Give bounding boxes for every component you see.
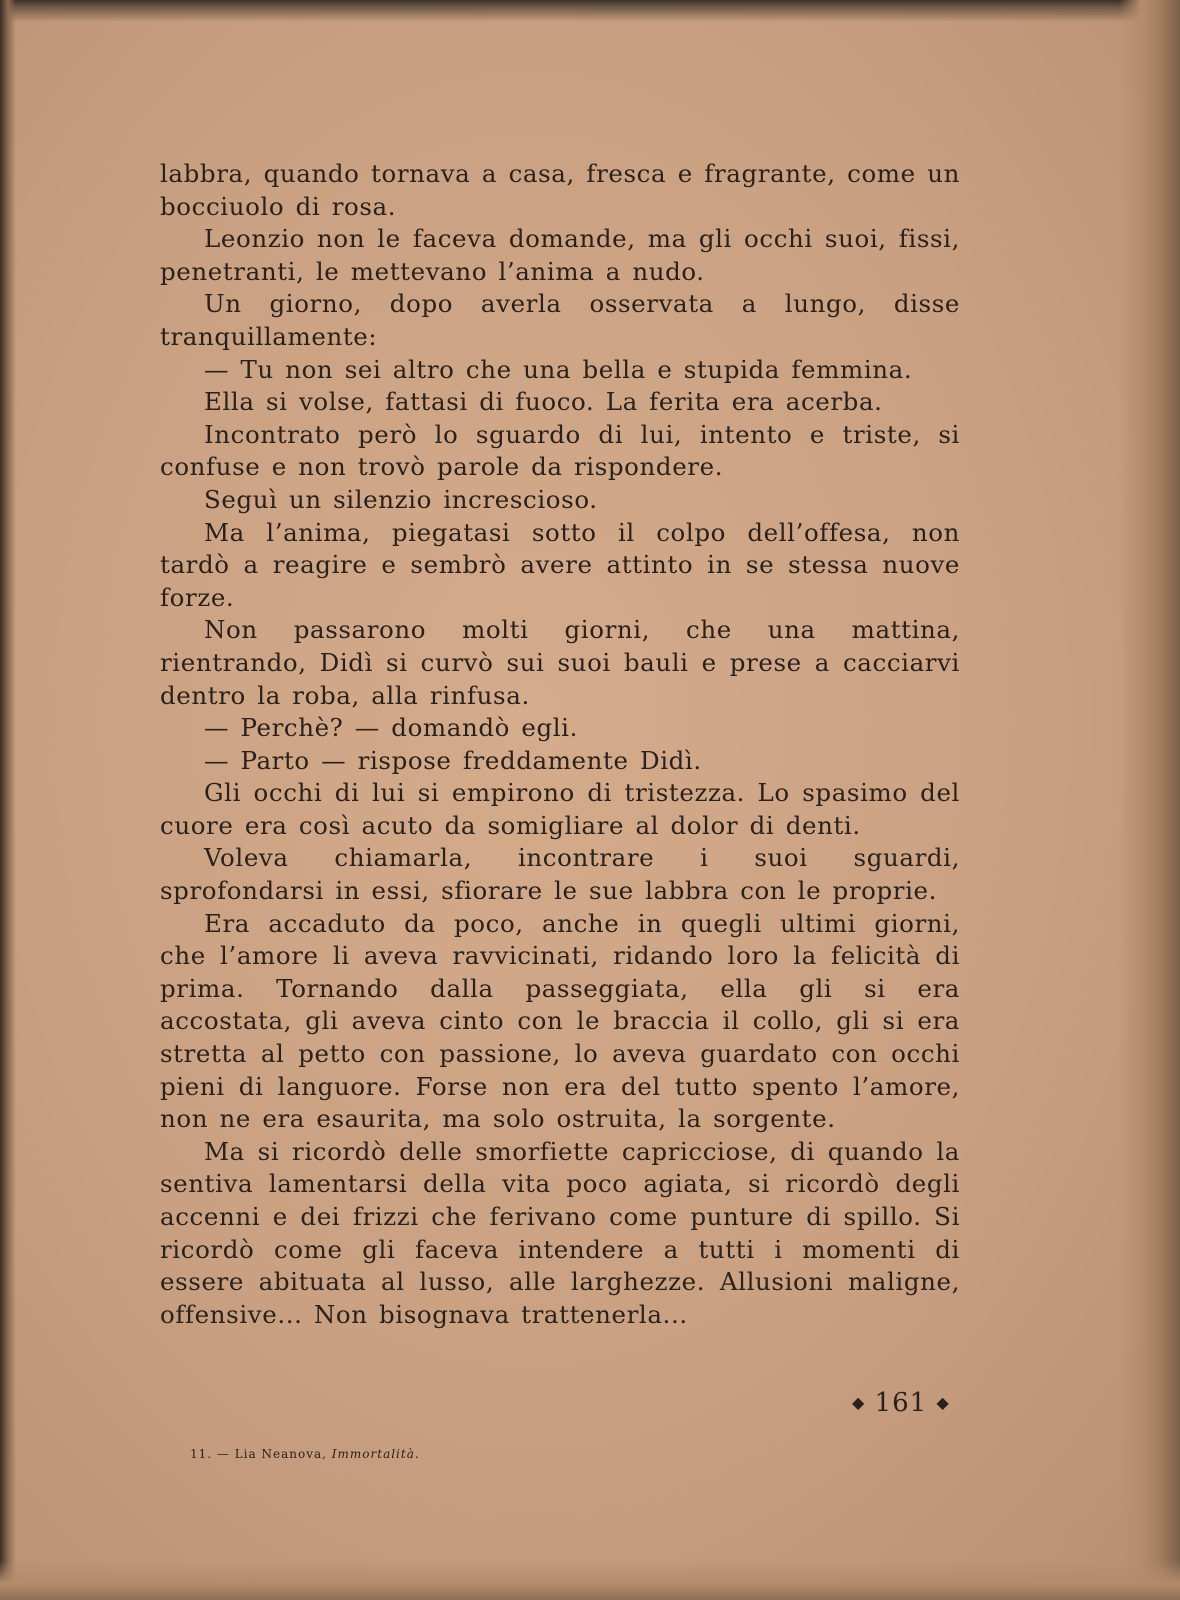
paragraph: Seguì un silenzio increscioso. <box>204 484 598 514</box>
dialogue-line: — Tu non sei altro che una bella e stupida femmina. <box>204 354 913 384</box>
page-right-edge <box>1120 0 1180 1600</box>
page-number-value: 161 <box>874 1388 928 1418</box>
paragraph: Un giorno, dopo averla osservata a lungo, disse tranquillamente: <box>160 289 960 351</box>
paragraph: labbra, quando tornava a casa, fresca e fragrante, come un bocciuolo di rosa. <box>160 159 960 221</box>
paragraph: Voleva chiamarla, incontrare i suoi sguardi, sprofondarsi in essi, sfiorare le sue labbra con le proprie. <box>160 843 960 906</box>
page-top-edge <box>0 0 1180 22</box>
body-text <box>160 158 960 1331</box>
signature-text: 11. — Lia Neanova, <box>190 1447 327 1461</box>
paragraph: Era accaduto da poco, anche in quegli ultimi giorni, che l’amore li aveva ravvicinati, ridando loro la felicità di prima. Tornando dalla passeggiata, ella gli si era accostata, gli aveva cinto con le braccia il collo, gli si era stretta al petto con passione, lo aveva guardato con occhi pieni di languore. Forse non era del tutto spento l’amore, non ne era esaurita, ma solo ostruita, la sorgente. <box>160 908 960 1134</box>
dialogue-line: — Parto — rispose freddamente Didì. <box>204 745 702 775</box>
page-number <box>852 1388 950 1418</box>
paragraph: Leonzio non le faceva domande, ma gli occhi suoi, fissi, penetranti, le mettevano l’anima a nudo. <box>160 224 960 286</box>
diamond-ornament-icon: ◆ <box>852 1393 866 1412</box>
paragraph: Incontrato però lo sguardo di lui, intento e triste, si confuse e non trovò parole da rispondere. <box>160 419 960 482</box>
paragraph: Ella si volse, fattasi di fuoco. La ferita era acerba. <box>204 387 883 417</box>
diamond-ornament-icon: ◆ <box>936 1393 950 1412</box>
printer-signature <box>190 1447 420 1461</box>
paragraph: Non passarono molti giorni, che una mattina, rientrando, Didì si curvò sui suoi bauli e prese a cacciarvi dentro la roba, alla rinfusa. <box>160 615 960 710</box>
page-bottom-edge <box>0 1560 1180 1600</box>
paragraph: Ma l’anima, piegatasi sotto il colpo dell’offesa, non tardò a reagire e sembrò avere attinto in se stessa nuove forze. <box>160 517 960 612</box>
paragraph: Gli occhi di lui si empirono di tristezza. Lo spasimo del cuore era così acuto da somigliare al dolor di denti. <box>160 778 960 840</box>
dialogue-line: — Perchè? — domandò egli. <box>204 713 579 743</box>
page-left-edge <box>0 0 16 1600</box>
signature-book-title: Immortalità. <box>331 1447 420 1461</box>
paragraph: Ma si ricordò delle smorfiette capricciose, di quando la sentiva lamentarsi della vita poco agiata, si ricordò degli accenni e dei frizzi che ferivano come punture di spillo. Si ricordò come gli faceva intendere a tutti i momenti di essere abituata al lusso, alle larghezze. Allusioni maligne, offensive... Non bisognava trattenerla... <box>160 1136 960 1329</box>
